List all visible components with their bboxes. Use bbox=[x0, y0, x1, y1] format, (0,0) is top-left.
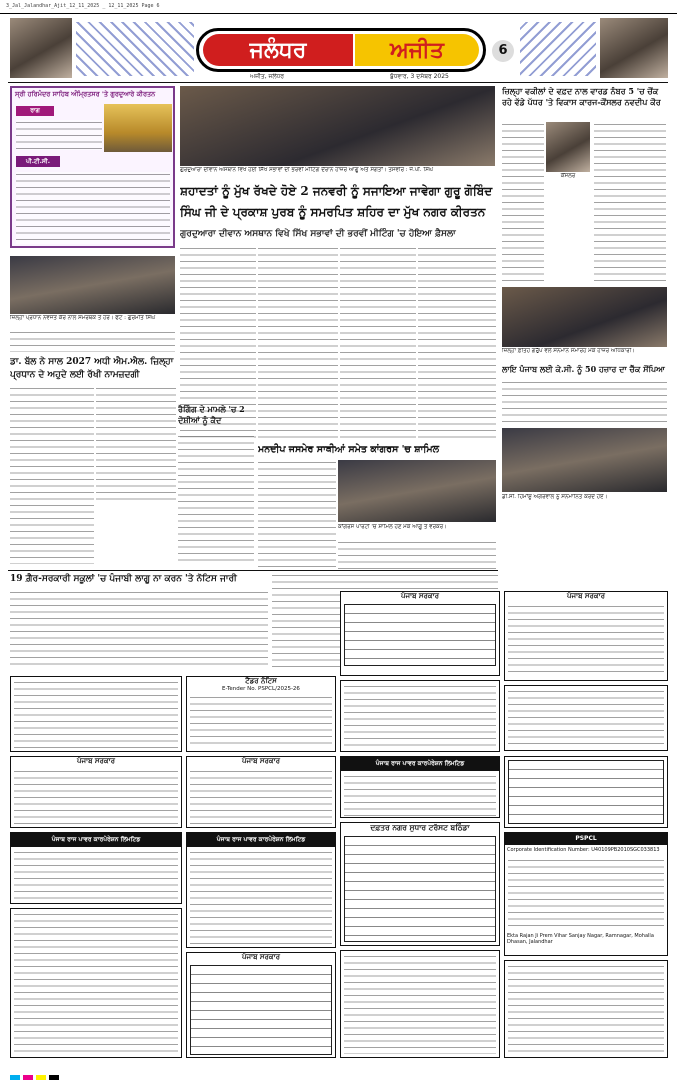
ad-mid-bottom-text bbox=[344, 954, 496, 1054]
right-top-col-1 bbox=[502, 122, 544, 282]
congress-col-1 bbox=[258, 460, 336, 570]
ad-pspcl-1-text bbox=[344, 774, 496, 816]
masthead-building-photo bbox=[10, 18, 72, 78]
ad-punjab-sarkar-4 bbox=[186, 756, 336, 828]
masthead-subtitle: ਅਜੀਤ, ਜਲੰਧਰ bbox=[250, 73, 285, 80]
left-story-headline: ਡਾ. ਬੱਲ ਨੇ ਸਾਲ 2027 ਅਧੀ ਐਮ.ਐਲ. ਜ਼ਿਲ੍ਹਾ ਪ੍ਰਧਾਨ ਦੇ ਅਹੁਦੇ ਲਈ ਰੱਖੀ ਨਾਮਜ਼ਦਗੀ bbox=[10, 357, 174, 380]
masthead-title-left: ਜਲੰਧਰ bbox=[203, 34, 353, 66]
ad-corporate-text bbox=[508, 858, 664, 930]
right-bottom-caption: ਡੀ.ਸੀ. ਹਿਮਾਂਸ਼ੂ ਅਗਰਵਾਲ ਨੂੰ ਸਨਮਾਨਿਤ ਕਰਦੇ ਹੋਏ। bbox=[502, 494, 608, 500]
ad-punjab-sarkar-2 bbox=[504, 591, 668, 681]
ad-mid-1 bbox=[340, 680, 500, 752]
main-story-col-2 bbox=[258, 246, 338, 440]
ad-right-bottom-text bbox=[508, 964, 664, 1054]
ad-punjab-sarkar-1-title: ਪੰਜਾਬ ਸਰਕਾਰ bbox=[400, 592, 439, 600]
congress-photo bbox=[338, 460, 496, 522]
promo-title: ਸ੍ਰੀ ਹਰਿਮੰਦਰ ਸਾਹਿਬ ਅੰਮ੍ਰਿਤਸਰ 'ਤੇ ਗੁਰਦੁਆਰੇ ਕੀਰਤਨ bbox=[15, 90, 156, 98]
ad-nagar-sudhar bbox=[340, 822, 500, 946]
ad-nagar-sudhar-title: ਦਫ਼ਤਰ ਨਗਰ ਸੁਧਾਰ ਟਰੱਸਟ ਬਠਿੰਡਾ bbox=[370, 823, 470, 832]
ad-mid-1-text bbox=[344, 684, 496, 748]
ad-punjab-sarkar-5-table bbox=[190, 965, 332, 1055]
ad-right-1 bbox=[504, 685, 668, 751]
promo-label: ਪੀ.ਟੀ.ਸੀ. bbox=[16, 156, 60, 167]
promo-schedule-1 bbox=[16, 120, 102, 150]
promo-box bbox=[10, 86, 175, 248]
mid-story-headline: ਰੈਗਿੰਗ ਦੇ ਮਾਮਲੇ 'ਚ 2 ਦੋਸ਼ੀਆਂ ਨੂੰ ਕੈਦ bbox=[178, 404, 245, 425]
print-info: 3_Jal_Jalandhar_Ajit_12_11_2025 _ 12_11_2025 Page 6 bbox=[6, 3, 160, 9]
main-story-col-3 bbox=[340, 246, 416, 440]
right-mid-headline: ਲਾਇ ਪੰਜਾਬ ਲਈ ਕੇ.ਸੀ. ਨੂੰ 50 ਹਜ਼ਾਰ ਦਾ ਚੈੱਕ ਸੌਂਪਿਆ bbox=[502, 364, 665, 374]
ad-left-1 bbox=[10, 676, 182, 752]
ad-pspcl-corporate bbox=[504, 832, 668, 956]
golden-temple-photo bbox=[104, 104, 172, 152]
ad-etender: E-Tender No. PSPCL/2025-26 bbox=[222, 686, 300, 692]
ad-table-1 bbox=[344, 604, 496, 666]
right-top-headline: ਜ਼ਿਲ੍ਹਾ ਵਕੀਲਾਂ ਦੇ ਵਫ਼ਦ ਨਾਲ ਵਾਰਡ ਨੰਬਰ 5 'ਚ ਚੌਂਕ ਰਹੇ ਵੱਡੇ ਪੱਧਰ 'ਤੇ ਵਿਕਾਸ ਕਾਰਜ-ਕੌਂਸਲਰ ਨਵਦੀਪ ਕੌਰ bbox=[502, 86, 661, 107]
ad-tender-1 bbox=[186, 676, 336, 752]
ad-tender-title: ਟੈਂਡਰ ਨੋਟਿਸ bbox=[245, 677, 277, 685]
ad-pspcl-en-title: PSPCL bbox=[505, 833, 667, 845]
main-story-col-4 bbox=[418, 246, 496, 440]
swatch-yellow bbox=[36, 1075, 46, 1080]
ad-pspcl-1 bbox=[340, 756, 500, 818]
swatch-black bbox=[49, 1075, 59, 1080]
swatch-cyan bbox=[10, 1075, 20, 1080]
ad-punjab-sarkar-5-title: ਪੰਜਾਬ ਸਰਕਾਰ bbox=[241, 953, 280, 961]
section-rule bbox=[8, 570, 498, 571]
bottom-headline: 19 ਗ਼ੈਰ-ਸਰਕਾਰੀ ਸਕੂਲਾਂ 'ਚ ਪੰਜਾਬੀ ਲਾਗੂ ਨਾ ਕਰਨ 'ਤੇ ਨੋਟਿਸ ਜਾਰੀ bbox=[10, 574, 237, 584]
ad-punjab-sarkar-5 bbox=[186, 952, 336, 1058]
ad-pspcl-2 bbox=[10, 832, 182, 904]
lead-photo bbox=[180, 86, 495, 166]
ad-pspcl-2-title: ਪੰਜਾਬ ਰਾਜ ਪਾਵਰ ਕਾਰਪੋਰੇਸ਼ਨ ਲਿਮਟਿਡ bbox=[11, 833, 181, 847]
congress-caption: ਕਾਂਗਰਸ ਪਾਰਟੀ 'ਚ ਸ਼ਾਮਿਲ ਹੋਣ ਮੌਕੇ ਆਗੂ ਤੇ ਵਰਕਰ। bbox=[338, 524, 447, 530]
left-story-col-2 bbox=[96, 386, 176, 504]
ad-punjab-sarkar-1 bbox=[340, 591, 500, 676]
registration-line bbox=[0, 13, 677, 14]
right-bottom-photo bbox=[502, 428, 667, 492]
left-photo-caption: ਜ਼ਿਲ੍ਹਾ ਪ੍ਰਧਾਨ ਨਵਜੋਤ ਕੌਰ ਨਾਲ ਸਮਰਥਕ ਤੇ ਹੋਰ। ਫੋਟੋ : ਗੁਰਮੀਤ ਸਿੰਘ bbox=[10, 315, 156, 321]
ad-pspcl-3-text bbox=[190, 850, 332, 946]
ad-corporate-id: Corporate Identification Number: U40109PB2010SGC033813 bbox=[507, 847, 660, 853]
ad-pspcl-1-title: ਪੰਜਾਬ ਰਾਜ ਪਾਵਰ ਕਾਰਪੋਰੇਸ਼ਨ ਲਿਮਟਿਡ bbox=[341, 757, 499, 771]
congress-headline: ਮਨਦੀਪ ਜਸਮੇਰ ਸਾਥੀਆਂ ਸਮੇਤ ਕਾਂਗਰਸ 'ਚ ਸ਼ਾਮਿਲ bbox=[258, 444, 440, 455]
left-photo-text bbox=[10, 330, 175, 352]
masthead-gate-photo bbox=[600, 18, 668, 78]
ad-pspcl-2-text bbox=[14, 850, 178, 902]
councillor-photo bbox=[546, 122, 590, 172]
ad-pspcl-3-title: ਪੰਜਾਬ ਰਾਜ ਪਾਵਰ ਕਾਰਪੋਰੇਸ਼ਨ ਲਿਮਟਿਡ bbox=[187, 833, 335, 847]
ad-pspcl-3 bbox=[186, 832, 336, 948]
ad-footer-note: Ekta Rajan Ji Prem Vihar Sanjay Nagar, Ramnagar, Mohalla Dhasan, Jalandhar bbox=[507, 933, 654, 945]
congress-col-2 bbox=[338, 540, 496, 570]
bottom-story-text bbox=[10, 590, 268, 670]
ad-punjab-sarkar-2-title: ਪੰਜਾਬ ਸਰਕਾਰ bbox=[566, 592, 605, 600]
promo-tag: ਰਾਗ bbox=[16, 106, 54, 116]
ad-nagar-sudhar-table bbox=[344, 836, 496, 942]
ad-left-1-text bbox=[14, 680, 178, 748]
main-headline: ਸ਼ਹਾਦਤਾਂ ਨੂੰ ਮੁੱਖ ਰੱਖਦੇ ਹੋਏ 2 ਜਨਵਰੀ ਨੂੰ ਸਜਾਇਆ ਜਾਵੇਗਾ ਗੁਰੂ ਗੋਬਿੰਦ ਸਿੰਘ ਜੀ ਦੇ ਪ੍ਰਕਾਸ਼ ਪੁਰਬ ਨੂੰ ਸਮਰਪਿਤ ਸ਼ਹਿਰ ਦਾ ਮੁੱਖ ਨਗਰ ਕੀਰਤਨ bbox=[180, 184, 493, 219]
councillor-caption: ਕੌਂਸਲਰ bbox=[560, 173, 576, 179]
ad-mid-bottom bbox=[340, 950, 500, 1058]
masthead-rule bbox=[8, 82, 668, 83]
right-mid-caption: ਜ਼ਿਲ੍ਹਾ ਫ਼ਤਿਹ ਗਰੁੱਪ ਵਲੋਂ ਸਨਮਾਨ ਸਮਾਰੋਹ ਮੌਕੇ ਹਾਜ਼ਰ ਅਧਿਕਾਰੀ। bbox=[502, 348, 635, 354]
ad-left-bottom bbox=[10, 908, 182, 1058]
masthead-banner bbox=[196, 28, 486, 72]
masthead-date: ਬੁੱਧਵਾਰ, 3 ਦਸੰਬਰ 2025 bbox=[390, 73, 449, 80]
mid-story-col bbox=[178, 434, 254, 564]
left-story-col-1 bbox=[10, 386, 94, 564]
ad-right-bottom bbox=[504, 960, 668, 1058]
ad-left-bottom-text bbox=[14, 912, 178, 1052]
ad-text-2 bbox=[508, 604, 664, 674]
swatch-magenta bbox=[23, 1075, 33, 1080]
ad-punjab-sarkar-4-title: ਪੰਜਾਬ ਸਰਕਾਰ bbox=[241, 757, 280, 765]
promo-schedule-2 bbox=[16, 172, 170, 244]
print-color-bar bbox=[10, 1068, 670, 1080]
masthead-pattern-right bbox=[520, 22, 596, 76]
ad-punjab-sarkar-3 bbox=[10, 756, 182, 828]
left-photo bbox=[10, 256, 175, 314]
lead-photo-caption: ਗੁਰਦੁਆਰਾ ਦੀਵਾਨ ਅਸਥਾਨ ਵਿਖੇ ਹੋਈ ਸਿੱਖ ਸਭਾਵਾਂ ਦੀ ਭਰਵੀਂ ਮੀਟਿੰਗ ਦੌਰਾਨ ਹਾਜ਼ਰ ਆਗੂ ਅਤੇ ਸੰਗਤਾਂ। ਤਸਵੀਰ : ਜੇ.ਪੀ. ਸਿੰਘ bbox=[180, 167, 433, 173]
ad-punjab-sarkar-3-title: ਪੰਜਾਬ ਸਰਕਾਰ bbox=[76, 757, 115, 765]
ad-right-2 bbox=[504, 756, 668, 828]
ad-right-2-table bbox=[508, 760, 664, 824]
right-mid-text bbox=[502, 380, 667, 424]
masthead-title-right: ਅਜੀਤ bbox=[355, 34, 479, 66]
masthead-pattern-left bbox=[76, 22, 194, 76]
main-subheadline: ਗੁਰਦੁਆਰਾ ਦੀਵਾਨ ਅਸਥਾਨ ਵਿਖੇ ਸਿੱਖ ਸਭਾਵਾਂ ਦੀ ਭਰਵੀਂ ਮੀਟਿੰਗ 'ਚ ਹੋਇਆ ਫ਼ੈਸਲਾ bbox=[180, 229, 456, 239]
ad-text-4 bbox=[190, 769, 332, 825]
right-mid-photo bbox=[502, 287, 667, 347]
ad-tender-text bbox=[190, 695, 332, 745]
ad-right-1-text bbox=[508, 689, 664, 747]
page-number: 6 bbox=[492, 40, 514, 62]
ad-text-3 bbox=[14, 769, 178, 825]
right-top-col-2 bbox=[594, 122, 666, 282]
